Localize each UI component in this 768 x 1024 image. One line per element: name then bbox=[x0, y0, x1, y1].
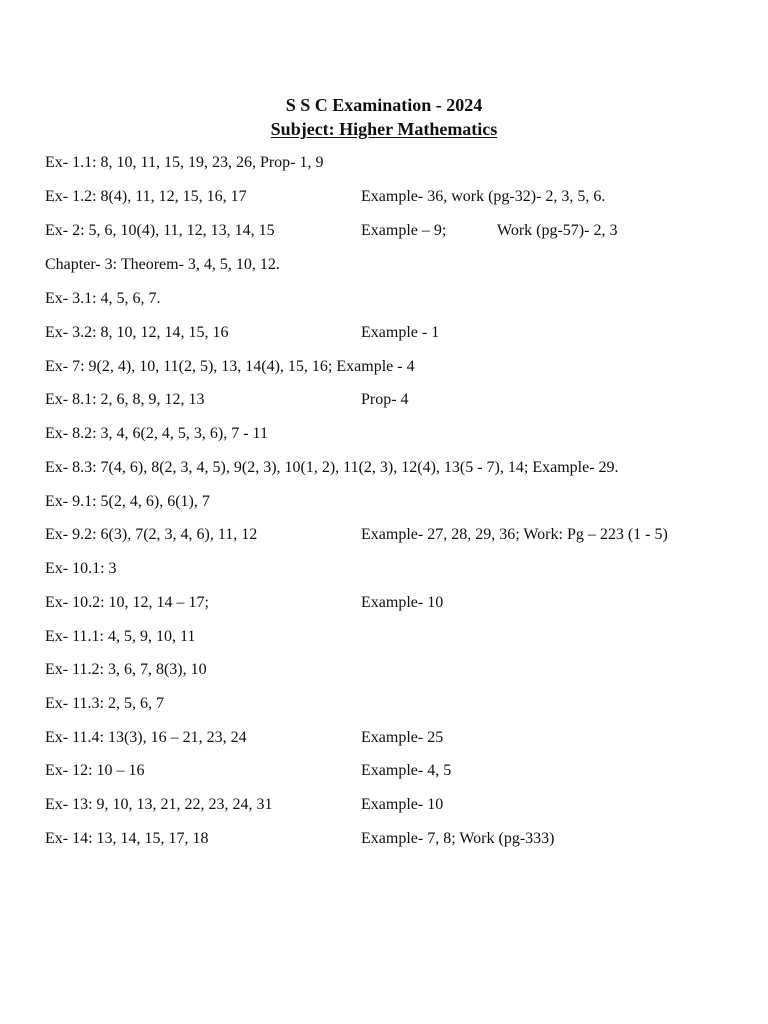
syllabus-line bbox=[45, 186, 745, 208]
example-text: Example - 1 bbox=[361, 324, 440, 341]
syllabus-line bbox=[45, 727, 745, 749]
work-text: Work (pg-57)- 2, 3 bbox=[497, 222, 618, 239]
example-text: Prop- 4 bbox=[361, 391, 409, 408]
syllabus-line bbox=[45, 592, 745, 614]
syllabus-line bbox=[45, 288, 745, 310]
syllabus-line bbox=[45, 524, 745, 546]
exercise-text: Ex- 12: 10 – 16 bbox=[45, 762, 145, 779]
syllabus-line bbox=[45, 659, 745, 681]
exercise-text: Ex- 2: 5, 6, 10(4), 11, 12, 13, 14, 15 bbox=[45, 222, 275, 239]
syllabus-line bbox=[45, 152, 745, 174]
exercise-text: Ex- 3.2: 8, 10, 12, 14, 15, 16 bbox=[45, 324, 229, 341]
exercise-text: Ex- 10.2: 10, 12, 14 – 17; bbox=[45, 594, 209, 611]
exercise-text: Chapter- 3: Theorem- 3, 4, 5, 10, 12. bbox=[45, 256, 280, 273]
exam-title: S S C Examination - 2024 bbox=[285, 95, 483, 115]
syllabus-line bbox=[45, 828, 745, 850]
exercise-text: Ex- 11.1: 4, 5, 9, 10, 11 bbox=[45, 628, 196, 645]
exercise-text: Ex- 8.3: 7(4, 6), 8(2, 3, 4, 5), 9(2, 3), 10(1, 2), 11(2, 3), 12(4), 13(5 - 7), 14; Example- 29. bbox=[45, 459, 619, 476]
syllabus-line bbox=[45, 389, 745, 411]
example-text: Example- 10 bbox=[361, 594, 444, 611]
exercise-text: Ex- 11.2: 3, 6, 7, 8(3), 10 bbox=[45, 661, 207, 678]
exercise-text: Ex- 9.1: 5(2, 4, 6), 6(1), 7 bbox=[45, 493, 210, 510]
syllabus-line bbox=[45, 356, 745, 378]
example-text: Example- 25 bbox=[361, 729, 444, 746]
example-text: Example- 10 bbox=[361, 796, 444, 813]
example-text: Example- 27, 28, 29, 36; Work: Pg – 223 (1 - 5) bbox=[361, 526, 668, 543]
exercise-text: Ex- 9.2: 6(3), 7(2, 3, 4, 6), 11, 12 bbox=[45, 526, 258, 543]
syllabus-line bbox=[45, 491, 745, 513]
exercise-text: Ex- 1.2: 8(4), 11, 12, 15, 16, 17 bbox=[45, 188, 247, 205]
syllabus-line bbox=[45, 558, 745, 580]
syllabus-line bbox=[45, 220, 745, 242]
syllabus-line bbox=[45, 423, 745, 445]
example-text: Example- 36, work (pg-32)- 2, 3, 5, 6. bbox=[361, 188, 606, 205]
example-text: Example- 4, 5 bbox=[361, 762, 452, 779]
exercise-text: Ex- 8.2: 3, 4, 6(2, 4, 5, 3, 6), 7 - 11 bbox=[45, 425, 268, 442]
exercise-text: Ex- 3.1: 4, 5, 6, 7. bbox=[45, 290, 161, 307]
exercise-text: Ex- 7: 9(2, 4), 10, 11(2, 5), 13, 14(4), 15, 16; Example - 4 bbox=[45, 358, 415, 375]
example-text: Example- 7, 8; Work (pg-333) bbox=[361, 830, 555, 847]
syllabus-line bbox=[45, 254, 745, 276]
syllabus-line bbox=[45, 794, 745, 816]
syllabus-line bbox=[45, 626, 745, 648]
exercise-text: Ex- 13: 9, 10, 13, 21, 22, 23, 24, 31 bbox=[45, 796, 273, 813]
syllabus-line bbox=[45, 693, 745, 715]
exercise-text: Ex- 10.1: 3 bbox=[45, 560, 117, 577]
exercise-text: Ex- 8.1: 2, 6, 8, 9, 12, 13 bbox=[45, 391, 205, 408]
syllabus-line bbox=[45, 457, 745, 479]
syllabus-line bbox=[45, 322, 745, 344]
exercise-text: Ex- 11.3: 2, 5, 6, 7 bbox=[45, 695, 164, 712]
exercise-text: Ex- 11.4: 13(3), 16 – 21, 23, 24 bbox=[45, 729, 247, 746]
exercise-text: Ex- 1.1: 8, 10, 11, 15, 19, 23, 26, Prop- 1, 9 bbox=[45, 154, 324, 171]
syllabus-line bbox=[45, 760, 745, 782]
subject-title: Subject: Higher Mathematics bbox=[270, 119, 498, 139]
example-text: Example – 9; bbox=[361, 222, 447, 239]
exercise-text: Ex- 14: 13, 14, 15, 17, 18 bbox=[45, 830, 209, 847]
